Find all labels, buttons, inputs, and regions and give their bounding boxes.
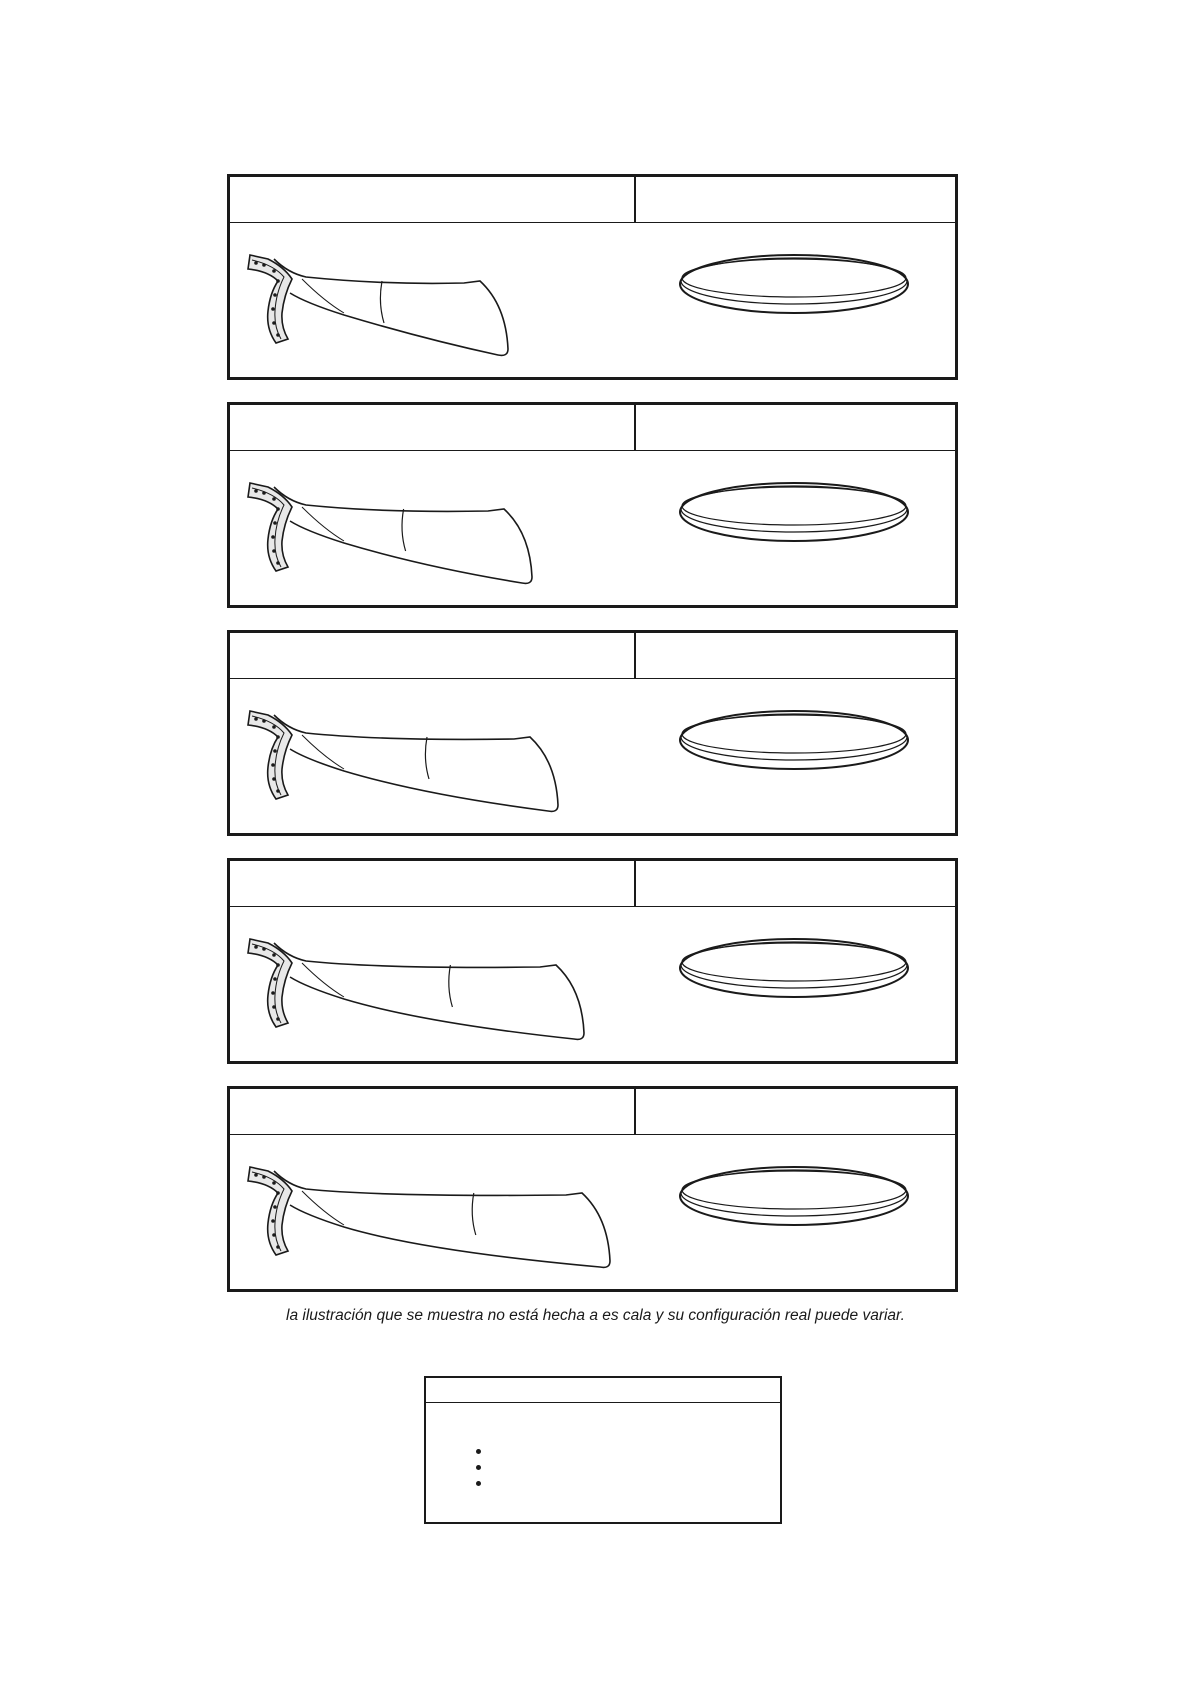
product-panel	[227, 402, 958, 608]
light-kit-icon	[676, 937, 912, 1007]
light-kit-icon	[676, 1165, 912, 1235]
panel-header	[230, 633, 955, 679]
panel-header	[230, 861, 955, 907]
panel-header-blade-cell	[230, 861, 636, 906]
note-box-title	[426, 1378, 780, 1403]
bullet-icon	[476, 1465, 481, 1470]
panel-header-blade-cell	[230, 1089, 636, 1134]
panel-header-light-cell	[636, 405, 955, 450]
product-panel	[227, 858, 958, 1064]
scale-disclaimer: la ilustración que se muestra no está hecha a es cala y su configuración real puede variar.	[286, 1307, 905, 1324]
panel-header-blade-cell	[230, 405, 636, 450]
light-kit-icon	[676, 709, 912, 779]
product-panel	[227, 174, 958, 380]
fan-blade-icon	[244, 937, 610, 1047]
note-bullet	[476, 1443, 489, 1459]
product-panel	[227, 630, 958, 836]
product-panel	[227, 1086, 958, 1292]
fan-blade-icon	[244, 253, 534, 363]
light-kit-icon	[676, 253, 912, 323]
note-bullet	[476, 1475, 489, 1491]
fan-blade-icon	[244, 1165, 636, 1275]
panel-header	[230, 177, 955, 223]
bullet-icon	[476, 1481, 481, 1486]
fan-blade-icon	[244, 709, 584, 819]
panel-header-light-cell	[636, 177, 955, 222]
panel-header	[230, 405, 955, 451]
light-kit-icon	[676, 481, 912, 551]
panel-header	[230, 1089, 955, 1135]
panel-header-light-cell	[636, 1089, 955, 1134]
note-bullet	[476, 1459, 489, 1475]
panel-header-light-cell	[636, 633, 955, 678]
note-box-list	[476, 1443, 489, 1491]
panel-header-blade-cell	[230, 633, 636, 678]
bullet-icon	[476, 1449, 481, 1454]
fan-blade-icon	[244, 481, 558, 591]
panel-header-blade-cell	[230, 177, 636, 222]
note-box	[424, 1376, 782, 1524]
panel-header-light-cell	[636, 861, 955, 906]
